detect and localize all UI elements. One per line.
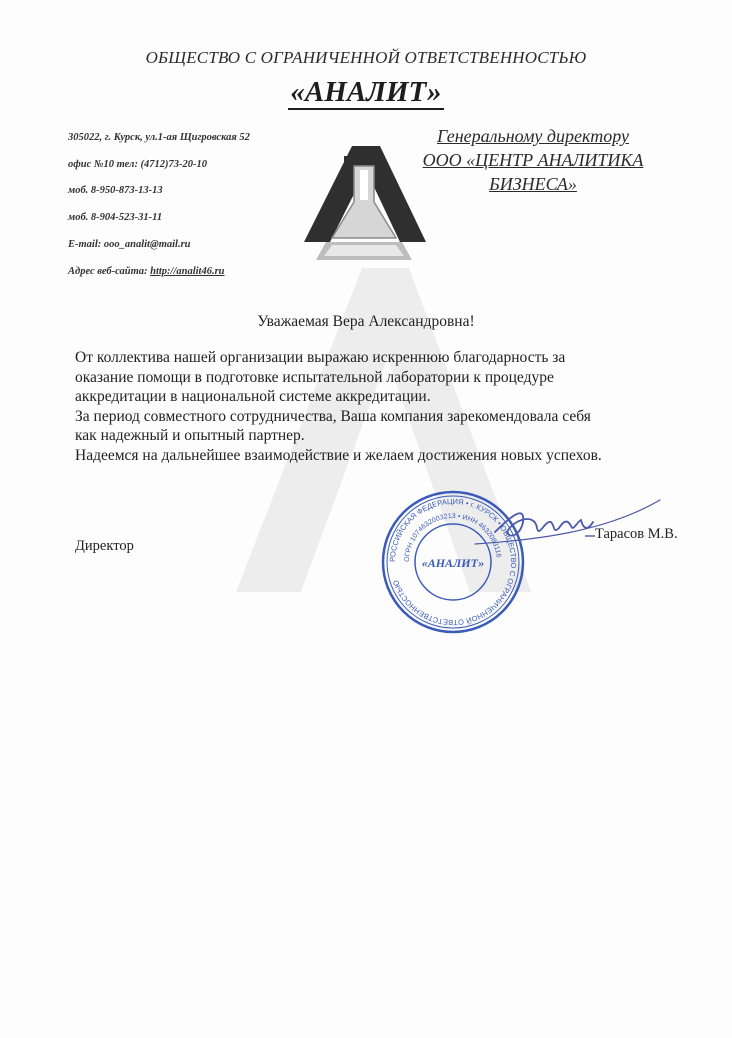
org-legal-form: ОБЩЕСТВО С ОГРАНИЧЕННОЙ ОТВЕТСТВЕННОСТЬЮ	[145, 48, 587, 67]
org-title-text: «АНАЛИТ»	[290, 76, 442, 108]
signer-name: Тарасов М.В.	[595, 526, 678, 542]
body-line: аккредитации в национальной системе аккредитации.	[75, 388, 431, 405]
contact-mobile-2: моб. 8-904-523-31-11	[68, 212, 163, 223]
body-line: оказание помощи в подготовке испытательной лаборатории к процедуре	[75, 368, 554, 386]
signer-position: Директор	[75, 538, 134, 554]
body-line: Надеемся на дальнейшее взаимодействие и желаем достижения новых успехов.	[75, 446, 602, 464]
contact-address: 305022, г. Курск, ул.1-ая Щигровская 52	[68, 132, 250, 143]
contact-mobile-1: моб. 8-950-873-13-13	[68, 185, 163, 196]
org-title	[0, 76, 732, 109]
contact-office-phone: офис №10 тел: (4712)73-20-10	[68, 159, 208, 170]
body-line: За период совместного сотрудничества, Ваша компания зарекомендовала себя	[75, 407, 591, 425]
website-link[interactable]: http://analit46.ru	[150, 266, 225, 277]
stamp-ids-text: ОГРН 1074632003213 • ИНН 4632083116	[403, 512, 502, 563]
contact-website	[68, 266, 225, 277]
addressee-company-line2: БИЗНЕСА»	[489, 174, 577, 194]
body-line: как надежный и опытный партнер.	[75, 427, 305, 444]
website-label: Адрес веб-сайта:	[68, 266, 148, 277]
addressee-block	[398, 124, 668, 196]
stamp-center-text: «АНАЛИТ»	[421, 556, 485, 570]
letter-body	[75, 348, 705, 465]
addressee-company-line1: ООО «ЦЕНТР АНАЛИТИКА	[422, 150, 644, 170]
body-line: От коллектива нашей организации выражаю искреннюю благодарность за	[75, 349, 566, 366]
stamp-outer-text: РОССИЙСКАЯ ФЕДЕРАЦИЯ • г. КУРСК • ОБЩЕСТВО С ОГРАНИЧЕННОЙ ОТВЕТСТВЕННОСТЬЮ	[387, 496, 519, 628]
contact-email: E-mail: ooo_analit@mail.ru	[68, 239, 191, 250]
greeting: Уважаемая Вера Александровна!	[257, 313, 475, 330]
addressee-position: Генеральному директору	[437, 126, 629, 146]
